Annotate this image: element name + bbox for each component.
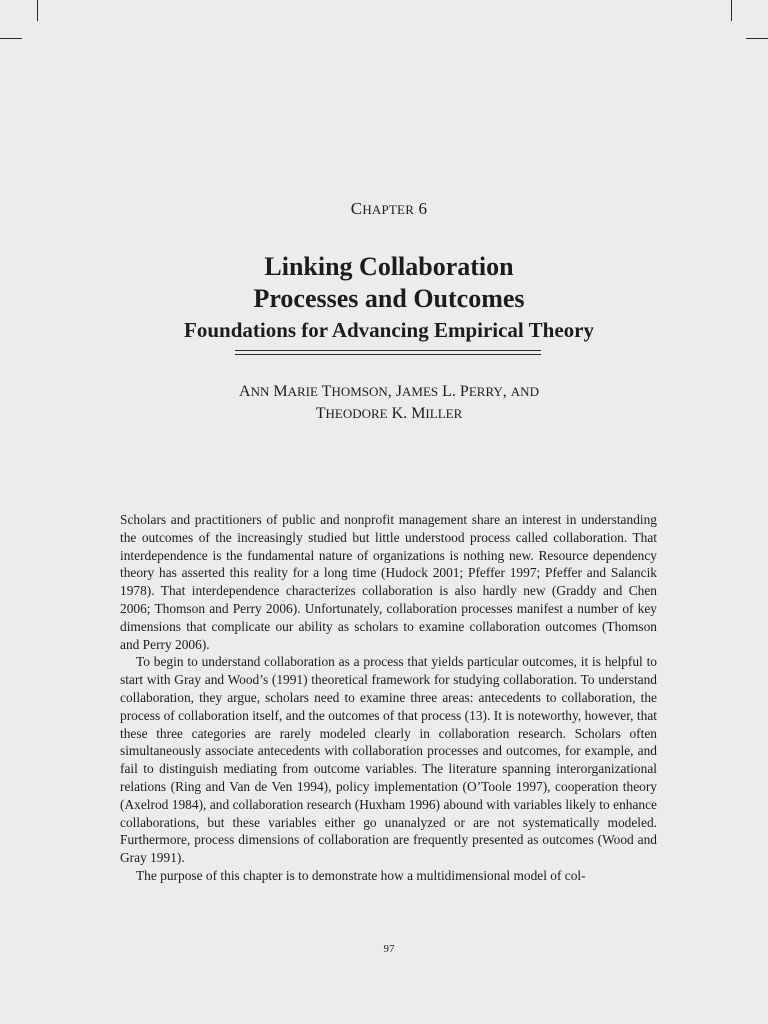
author-1-last-rest: HOMSON xyxy=(331,384,388,399)
author-2-last-rest: ERRY xyxy=(468,384,503,399)
page-number: 97 xyxy=(383,943,395,955)
author-2-first-rest: AMES xyxy=(402,384,439,399)
author-3-last-rest: ILLER xyxy=(425,406,463,421)
author-3-first-rest: HEODORE xyxy=(325,406,388,421)
author-2-middle: L. xyxy=(442,383,456,400)
crop-mark-top-left xyxy=(37,0,38,21)
author-1-first-rest: NN xyxy=(250,384,270,399)
authors-line-1: ANN MARIE THOMSON, JAMES L. PERRY, AND xyxy=(239,383,539,400)
body-paragraph-3: The purpose of this chapter is to demonstrate how a multidimensional model of col- xyxy=(136,867,586,883)
chapter-label xyxy=(0,199,768,219)
author-3-first-initial: T xyxy=(315,405,326,422)
body-paragraph-2: To begin to understand collaboration as a process that yields particular outcomes, it is helpful to start with Gray and Wood’s (1991) theoretical framework for studying collaboration. To understand collaboration, they argue, scholars need to examine three areas: antecedents to collaboration, the process of collaboration itself, and the outcomes of that process (13). It is noteworthy, however, that these three categories are rarely modeled clearly in collaboration research. Scholars often simultaneously associate antecedents with collaboration processes and outcomes, for example, and fail to distinguish mediating from outcome variables. The literature spanning interorganizational relations (Ring and Van de Ven 1994), policy implementation (O’Toole 1997), cooperation theory (Axelrod 1984), and collaboration research (Huxham 1996) abound with variables likely to enhance collaborations, but these variables either go unanalyzed or are not systematically modeled. Furthermore, process dimensions of collaboration are frequently presented as outcomes (Wood and Gray 1991). xyxy=(120,654,657,866)
author-3-middle: K. xyxy=(391,405,408,422)
author-1-middle-rest: ARIE xyxy=(287,384,318,399)
chapter-number: 6 xyxy=(418,199,428,218)
crop-mark-right xyxy=(746,38,768,39)
title-rule-bottom xyxy=(235,354,541,355)
body-text xyxy=(120,511,657,885)
crop-mark-left xyxy=(0,38,22,39)
author-conjunction: AND xyxy=(510,384,539,399)
chapter-title-line-1: Linking Collaboration xyxy=(264,252,514,281)
chapter-subtitle: Foundations for Advancing Empirical Theory xyxy=(184,318,594,342)
author-1-first-initial: A xyxy=(239,383,251,400)
title-rule-top xyxy=(235,350,541,351)
author-1-middle-initial: M xyxy=(273,383,288,400)
chapter-label-rest: HAPTER xyxy=(362,202,415,217)
author-1-last-initial: T xyxy=(321,383,332,400)
author-2-last-initial: P xyxy=(459,383,469,400)
chapter-title-line-2: Processes and Outcomes xyxy=(253,284,525,313)
author-2-first-initial: J xyxy=(395,383,403,400)
authors-line-2 xyxy=(0,405,768,423)
body-paragraph-1: Scholars and practitioners of public and nonprofit management share an interest in understanding the outcomes of the increasingly studied but little understood process called collaboration. That interdependence is the fundamental nature of organizations is nothing new. Resource dependency theory has asserted this reality for a long time (Hudock 2001; Pfeffer 1997; Pfeffer and Salancik 1978). That interdependence characterizes collaboration is also hardly new (Graddy and Chen 2006; Thomson and Perry 2006). Unfortunately, collaboration processes manifest a number of key dimensions that complicate our ability as scholars to examine collaboration outcomes (Thomson and Perry 2006). xyxy=(120,512,657,652)
crop-mark-top-right xyxy=(731,0,732,21)
chapter-label-initial: C xyxy=(350,199,363,218)
author-3-last-initial: M xyxy=(411,405,426,422)
